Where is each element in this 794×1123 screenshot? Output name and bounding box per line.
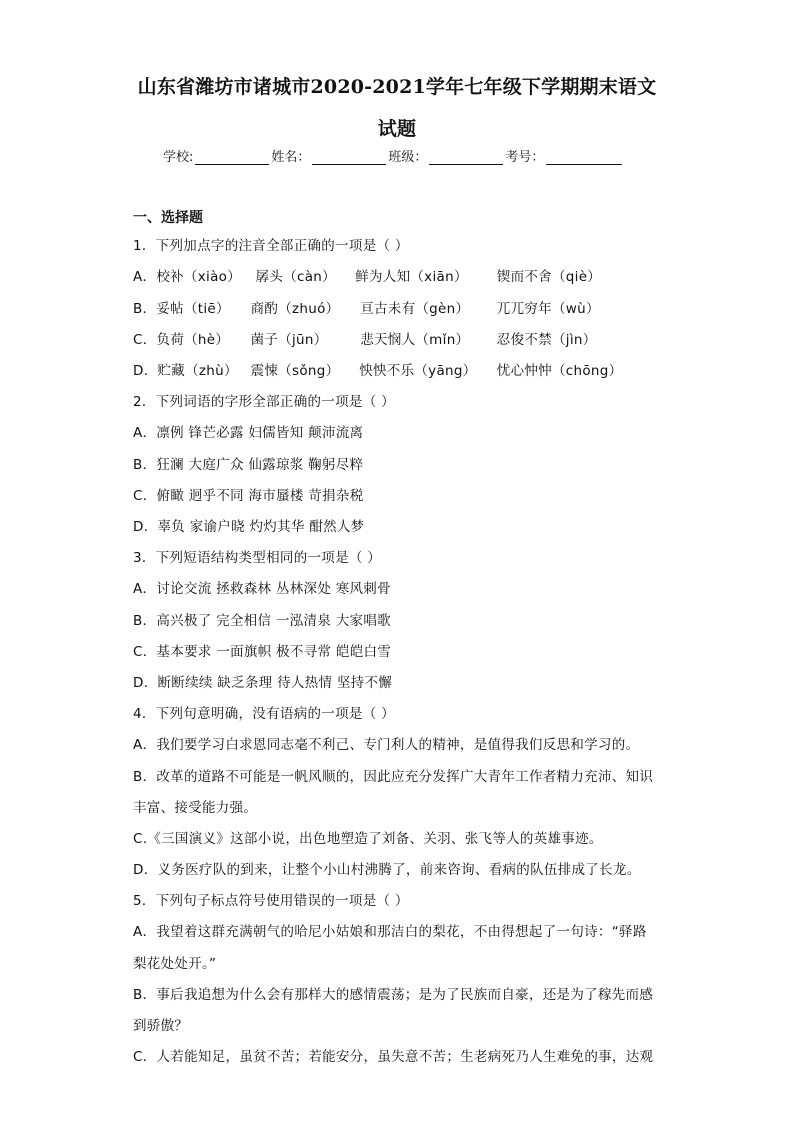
q1-c-item-4: 忍俊不禁（jìn）: [496, 332, 597, 348]
q1-option-d: [133, 359, 622, 379]
q4-option-b: B．改革的道路不可能是一帆风顺的，因此应充分发挥广大青年工作者精力充沛、知识: [133, 769, 654, 785]
exam-no-label: 考号：: [505, 150, 545, 165]
q3-option-d: D．断断续续 缺乏条理 待人热情 坚持不懈: [133, 675, 393, 691]
q2-stem: 2．下列词语的字形全部正确的一项是（ ）: [133, 394, 395, 410]
q5-stem: 5．下列句子标点符号使用错误的一项是（ ）: [133, 893, 409, 909]
name-label: 姓名：: [271, 150, 311, 165]
q1-option-a: [133, 265, 601, 285]
q1-b-item-3: 亘古未有（gèn）: [360, 301, 470, 317]
section-heading: 一、选择题: [133, 210, 203, 226]
paper-title-line-1: 山东省潍坊市诸城市2020-2021学年七年级下学期期末语文: [137, 76, 657, 98]
q3-option-a: A．讨论交流 拯救森林 丛林深处 寒风刺骨: [133, 581, 391, 597]
q5-option-b: B．事后我追想为什么会有那样大的感情震荡；是为了民族而自豪，还是为了稼先而感: [133, 987, 654, 1003]
q5-option-b-cont: 到骄傲？: [133, 1018, 189, 1034]
q1-d-item-3: 怏怏不乐（yāng）: [359, 363, 477, 379]
q1-c-item-2: 菌子（jūn）: [250, 332, 328, 348]
q1-c-item-1: C．负荷（hè）: [133, 332, 230, 348]
student-info-row: [163, 146, 624, 165]
q1-d-item-2: 震悚（sǒng）: [250, 363, 340, 379]
q1-d-item-1: D．贮藏（zhù）: [133, 363, 238, 379]
q3-stem: 3．下列短语结构类型相同的一项是（ ）: [133, 550, 382, 566]
q1-a-item-1: A．校补（xiào）: [133, 269, 242, 285]
school-label: 学校:: [163, 150, 194, 165]
q4-option-b-cont: 丰富、接受能力强。: [133, 800, 258, 816]
q2-option-d: D．辜负 家谕户晓 灼灼其华 酣然人梦: [133, 519, 365, 535]
q2-option-a: A．凛例 锋芒必露 妇儒皆知 颠沛流离: [133, 425, 364, 441]
name-blank[interactable]: [312, 150, 386, 165]
exam-no-blank[interactable]: [546, 150, 622, 165]
q1-a-item-2: 孱头（càn）: [255, 269, 336, 285]
q1-option-b: [133, 297, 600, 317]
paper-title-line-2: 试题: [377, 118, 417, 140]
q3-option-c: C．基本要求 一面旗帜 极不寻常 皑皑白雪: [133, 644, 392, 660]
class-blank[interactable]: [429, 150, 503, 165]
q1-stem: 1．下列加点字的注音全部正确的一项是（ ）: [133, 238, 409, 254]
q1-b-item-4: 兀兀穷年（wù）: [496, 301, 600, 317]
q5-option-c: C．人若能知足，虽贫不苦；若能安分，虽失意不苦；生老病死乃人生难免的事，达观: [133, 1049, 654, 1065]
q1-b-item-2: 商酌（zhuó）: [250, 301, 340, 317]
q5-option-a-cont: 梨花处处开。”: [133, 956, 217, 972]
q1-d-item-4: 忧心忡忡（chōng）: [496, 363, 623, 379]
q5-option-a: A．我望着这群充满朝气的哈尼小姑娘和那洁白的梨花，不由得想起了一句诗：“驿路: [133, 924, 647, 940]
q4-option-a: A．我们要学习白求恩同志毫不利己、专门利人的精神，是值得我们反思和学习的。: [133, 737, 640, 753]
q2-option-b: B．狂澜 大庭广众 仙露琼浆 鞠躬尽粹: [133, 457, 364, 473]
q2-option-c: C．俯瞰 迥乎不同 海市蜃楼 苛捐杂税: [133, 488, 364, 504]
q1-a-item-4: 锲而不舍（qiè）: [496, 269, 602, 285]
q4-stem: 4．下列句意明确，没有语病的一项是（ ）: [133, 706, 395, 722]
q1-a-item-3: 鲜为人知（xiān）: [355, 269, 468, 285]
q4-option-d: D．义务医疗队的到来，让整个小山村沸腾了，前来咨询、看病的队伍排成了长龙。: [133, 862, 641, 878]
q3-option-b: B．高兴极了 完全相信 一泓清泉 大家唱歌: [133, 613, 391, 629]
q1-c-item-3: 悲天悯人（mǐn）: [360, 332, 470, 348]
q1-option-c: [133, 328, 597, 348]
q4-option-c: C.《三国演义》这部小说，出色地塑造了刘备、关羽、张飞等人的英雄事迹。: [133, 831, 603, 847]
school-blank[interactable]: [195, 150, 269, 165]
q1-b-item-1: B．妥帖（tiē）: [133, 301, 230, 317]
class-label: 班级：: [388, 150, 428, 165]
